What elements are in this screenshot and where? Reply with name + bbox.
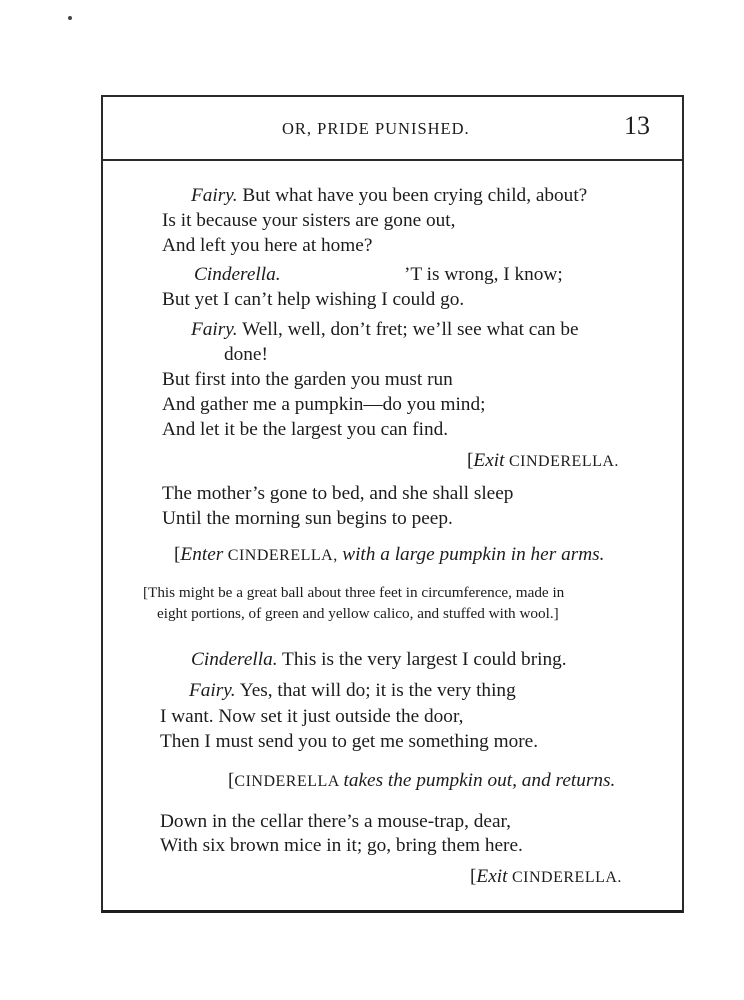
bracket: [ [174, 544, 181, 565]
verse-line: And gather me a pumpkin—do you mind; [162, 394, 486, 415]
character-name: CINDERELLA [234, 773, 344, 790]
direction-italic: takes the pumpkin out, and returns. [343, 770, 616, 791]
header-rule [101, 159, 684, 161]
stage-direction [174, 545, 604, 564]
speaker-name: Fairy. [191, 185, 238, 206]
stage-direction [228, 771, 615, 790]
editorial-note: [This might be a great ball about three feet in circumference, made in [143, 584, 565, 601]
line-text: ’T is wrong, I know; [404, 264, 563, 285]
speaker-name: Fairy. [191, 319, 238, 340]
speaker-name: Fairy. [189, 680, 236, 701]
verse-line [191, 650, 567, 669]
verse-line: With six brown mice in it; go, bring them here. [160, 835, 523, 856]
character-name: CINDERELLA. [507, 869, 622, 886]
character-name: CINDERELLA, [223, 547, 343, 564]
bracket: [ [467, 450, 474, 471]
direction-italic: Enter [180, 544, 224, 565]
speaker-name: Cinderella. [194, 264, 281, 285]
bracket: [ [228, 770, 235, 791]
speck [68, 16, 72, 20]
verse-line: Then I must send you to get me something more. [160, 731, 539, 752]
direction-italic: Exit [473, 450, 505, 471]
running-head: OR, PRIDE PUNISHED. [282, 119, 470, 138]
character-name: CINDERELLA. [504, 453, 619, 470]
verse-line: But first into the garden you must run [162, 369, 453, 390]
direction-italic: with a large pumpkin in her arms. [342, 544, 605, 565]
verse-line [191, 320, 579, 339]
stage-direction [467, 451, 619, 470]
verse-line [194, 265, 598, 284]
line-text: Well, well, don’t fret; we’ll see what can be [237, 319, 579, 340]
line-text: But what have you been crying child, about? [237, 185, 588, 206]
editorial-note: eight portions, of green and yellow calico, and stuffed with wool.] [157, 605, 559, 622]
speaker-name: Cinderella. [191, 649, 278, 670]
page-number: 13 [624, 111, 650, 140]
verse-line: And left you here at home? [162, 235, 373, 256]
verse-line: Is it because your sisters are gone out, [162, 210, 456, 231]
line-text: Yes, that will do; it is the very thing [235, 680, 516, 701]
verse-line: Down in the cellar there’s a mouse-trap, dear, [160, 811, 511, 832]
verse-line: Until the morning sun begins to peep. [162, 508, 453, 529]
verse-line [189, 681, 516, 700]
verse-line: And let it be the largest you can find. [162, 419, 449, 440]
line-text: This is the very largest I could bring. [277, 649, 567, 670]
stage-direction [470, 867, 622, 886]
direction-italic: Exit [476, 866, 508, 887]
verse-line: I want. Now set it just outside the door, [160, 706, 464, 727]
verse-line: done! [224, 344, 268, 365]
verse-line: But yet I can’t help wishing I could go. [162, 289, 465, 310]
bracket: [ [470, 866, 477, 887]
verse-line: The mother’s gone to bed, and she shall sleep [162, 483, 514, 504]
verse-line [191, 186, 587, 205]
